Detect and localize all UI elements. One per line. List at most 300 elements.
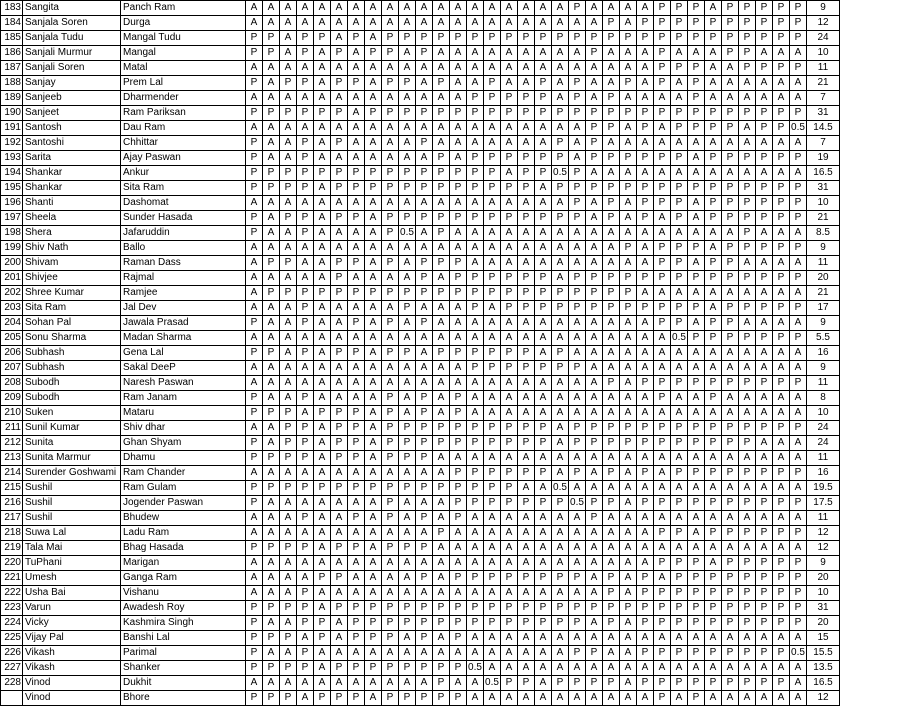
attendance-cell: P (450, 661, 467, 676)
table-row (1, 526, 840, 541)
attendance-cell: P (790, 496, 807, 511)
attendance-cell: P (688, 691, 705, 706)
attendance-cell: A (637, 481, 654, 496)
attendance-cell: P (790, 586, 807, 601)
attendance-cell: A (705, 226, 722, 241)
attendance-cell: A (773, 406, 790, 421)
serial-number-cell: 223 (1, 601, 23, 616)
student-name-cell: Sushil (23, 481, 121, 496)
attendance-cell: A (399, 586, 416, 601)
attendance-cell: P (280, 541, 297, 556)
attendance-cell: P (467, 271, 484, 286)
attendance-cell: A (688, 286, 705, 301)
attendance-cell: A (263, 556, 280, 571)
attendance-cell: P (620, 421, 637, 436)
attendance-cell: A (246, 1, 263, 16)
attendance-cell: P (586, 286, 603, 301)
attendance-cell: P (552, 151, 569, 166)
attendance-cell: P (331, 481, 348, 496)
parent-name-cell: Sakal DeeP (121, 361, 246, 376)
attendance-cell: A (263, 436, 280, 451)
total-days-cell: 12 (807, 526, 840, 541)
parent-name-cell: Jal Dev (121, 301, 246, 316)
attendance-cell: A (518, 46, 535, 61)
serial-number-cell: 222 (1, 586, 23, 601)
attendance-cell: P (365, 631, 382, 646)
attendance-cell: A (484, 376, 501, 391)
attendance-cell: A (688, 256, 705, 271)
attendance-cell: P (382, 106, 399, 121)
parent-name-cell: Chhittar (121, 136, 246, 151)
serial-number-cell: 188 (1, 76, 23, 91)
attendance-cell: A (365, 76, 382, 91)
parent-name-cell: Dashomat (121, 196, 246, 211)
total-days-cell: 15.5 (807, 646, 840, 661)
attendance-cell: P (297, 151, 314, 166)
attendance-cell: A (756, 46, 773, 61)
attendance-cell: A (722, 361, 739, 376)
attendance-cell: A (484, 196, 501, 211)
attendance-cell: A (756, 481, 773, 496)
attendance-cell: A (263, 511, 280, 526)
attendance-cell: A (552, 241, 569, 256)
attendance-cell: P (416, 271, 433, 286)
attendance-cell: P (280, 436, 297, 451)
attendance-cell: A (399, 136, 416, 151)
attendance-cell: A (688, 346, 705, 361)
attendance-cell: A (416, 151, 433, 166)
attendance-cell: P (535, 361, 552, 376)
attendance-cell: A (552, 421, 569, 436)
attendance-cell: P (603, 106, 620, 121)
attendance-cell: P (416, 421, 433, 436)
attendance-cell: P (382, 46, 399, 61)
attendance-cell: P (399, 166, 416, 181)
student-name-cell: Santosh (23, 121, 121, 136)
total-days-cell: 31 (807, 601, 840, 616)
attendance-cell: P (246, 151, 263, 166)
total-days-cell: 10 (807, 46, 840, 61)
table-row (1, 631, 840, 646)
student-name-cell: Sonu Sharma (23, 331, 121, 346)
attendance-cell: A (620, 406, 637, 421)
attendance-cell: P (263, 286, 280, 301)
attendance-cell: A (535, 556, 552, 571)
attendance-cell: A (331, 196, 348, 211)
attendance-cell: A (467, 511, 484, 526)
attendance-cell: A (637, 331, 654, 346)
serial-number-cell: 213 (1, 451, 23, 466)
attendance-cell: A (467, 376, 484, 391)
attendance-cell: A (518, 121, 535, 136)
attendance-cell: A (773, 691, 790, 706)
attendance-cell: P (654, 16, 671, 31)
total-days-cell: 16 (807, 466, 840, 481)
attendance-cell: A (535, 661, 552, 676)
attendance-cell: A (637, 91, 654, 106)
attendance-cell: A (399, 526, 416, 541)
attendance-cell: A (246, 571, 263, 586)
table-row (1, 91, 840, 106)
attendance-cell: P (535, 271, 552, 286)
attendance-cell: A (484, 16, 501, 31)
attendance-cell: A (637, 166, 654, 181)
attendance-cell: A (399, 571, 416, 586)
attendance-cell: P (773, 271, 790, 286)
attendance-cell: P (331, 346, 348, 361)
attendance-cell: P (348, 691, 365, 706)
attendance-cell: A (280, 346, 297, 361)
attendance-cell: A (382, 571, 399, 586)
attendance-cell: P (620, 76, 637, 91)
table-row (1, 346, 840, 361)
attendance-cell: P (671, 316, 688, 331)
table-row (1, 451, 840, 466)
attendance-cell: A (739, 76, 756, 91)
attendance-cell: A (756, 511, 773, 526)
attendance-cell: P (603, 151, 620, 166)
attendance-cell: P (382, 691, 399, 706)
serial-number-cell: 194 (1, 166, 23, 181)
attendance-cell: P (280, 76, 297, 91)
attendance-cell: P (365, 601, 382, 616)
attendance-cell: A (365, 361, 382, 376)
parent-name-cell: Shanker (121, 661, 246, 676)
parent-name-cell: Awadesh Roy (121, 601, 246, 616)
attendance-cell: A (433, 631, 450, 646)
attendance-cell: P (654, 241, 671, 256)
attendance-cell: A (501, 76, 518, 91)
attendance-cell: A (365, 256, 382, 271)
attendance-cell: P (331, 211, 348, 226)
attendance-cell: A (382, 61, 399, 76)
attendance-cell: A (433, 646, 450, 661)
attendance-cell: A (586, 211, 603, 226)
attendance-cell: P (484, 436, 501, 451)
attendance-cell: P (705, 271, 722, 286)
attendance-cell: P (705, 331, 722, 346)
attendance-cell: A (263, 571, 280, 586)
attendance-cell: A (416, 121, 433, 136)
attendance-cell: A (416, 346, 433, 361)
attendance-cell: A (569, 136, 586, 151)
attendance-cell: A (501, 61, 518, 76)
attendance-cell: A (569, 631, 586, 646)
attendance-cell: A (297, 631, 314, 646)
attendance-cell: P (705, 421, 722, 436)
table-row (1, 166, 840, 181)
attendance-cell: P (722, 271, 739, 286)
attendance-cell: A (552, 376, 569, 391)
attendance-cell: A (280, 361, 297, 376)
attendance-cell: A (552, 406, 569, 421)
attendance-cell: A (348, 1, 365, 16)
attendance-cell: A (637, 226, 654, 241)
attendance-cell: A (484, 691, 501, 706)
student-name-cell: Tala Mai (23, 541, 121, 556)
attendance-cell: P (569, 106, 586, 121)
attendance-cell: A (620, 256, 637, 271)
attendance-cell: A (433, 556, 450, 571)
attendance-cell: A (246, 586, 263, 601)
attendance-cell: P (688, 646, 705, 661)
attendance-cell: P (620, 286, 637, 301)
attendance-cell: P (518, 466, 535, 481)
attendance-cell: P (637, 466, 654, 481)
attendance-cell: 0.5 (552, 481, 569, 496)
parent-name-cell: Sita Ram (121, 181, 246, 196)
total-days-cell: 24 (807, 436, 840, 451)
serial-number-cell: 198 (1, 226, 23, 241)
attendance-cell: A (773, 316, 790, 331)
attendance-cell: P (552, 676, 569, 691)
parent-name-cell: Naresh Paswan (121, 376, 246, 391)
attendance-cell: A (314, 661, 331, 676)
attendance-cell: P (790, 241, 807, 256)
attendance-cell: A (569, 406, 586, 421)
attendance-cell: P (756, 646, 773, 661)
attendance-cell: A (348, 106, 365, 121)
attendance-cell: P (535, 571, 552, 586)
attendance-cell: P (297, 481, 314, 496)
attendance-cell: P (637, 376, 654, 391)
attendance-cell: A (263, 61, 280, 76)
attendance-cell: A (467, 691, 484, 706)
attendance-cell: A (382, 91, 399, 106)
attendance-cell: A (790, 691, 807, 706)
attendance-cell: A (280, 616, 297, 631)
attendance-cell: P (246, 646, 263, 661)
attendance-cell: P (688, 31, 705, 46)
attendance-cell: A (705, 691, 722, 706)
attendance-cell: A (705, 301, 722, 316)
table-row (1, 481, 840, 496)
attendance-cell: P (620, 436, 637, 451)
attendance-cell: P (263, 166, 280, 181)
attendance-cell: A (450, 121, 467, 136)
attendance-cell: P (280, 481, 297, 496)
attendance-cell: P (297, 46, 314, 61)
attendance-cell: A (603, 361, 620, 376)
attendance-cell: P (331, 106, 348, 121)
attendance-cell: P (705, 256, 722, 271)
attendance-cell: P (552, 31, 569, 46)
attendance-cell: P (739, 151, 756, 166)
attendance-cell: A (535, 181, 552, 196)
student-name-cell: Sanjay (23, 76, 121, 91)
attendance-cell: P (433, 181, 450, 196)
attendance-cell: A (671, 136, 688, 151)
attendance-cell: P (348, 421, 365, 436)
attendance-cell: P (246, 226, 263, 241)
attendance-cell: A (246, 301, 263, 316)
attendance-cell: A (416, 301, 433, 316)
attendance-cell: A (399, 256, 416, 271)
attendance-cell: A (603, 646, 620, 661)
attendance-cell: A (620, 466, 637, 481)
attendance-cell: A (263, 16, 280, 31)
attendance-cell: P (450, 481, 467, 496)
attendance-cell: P (246, 496, 263, 511)
attendance-cell: P (552, 106, 569, 121)
attendance-cell: A (688, 406, 705, 421)
attendance-cell: A (739, 691, 756, 706)
attendance-cell: P (416, 316, 433, 331)
attendance-cell: A (365, 136, 382, 151)
attendance-cell: A (433, 16, 450, 31)
attendance-cell: P (399, 601, 416, 616)
attendance-cell: P (382, 616, 399, 631)
attendance-cell: P (739, 271, 756, 286)
total-days-cell: 17.5 (807, 496, 840, 511)
attendance-cell: P (722, 31, 739, 46)
attendance-cell: P (331, 181, 348, 196)
attendance-cell: A (450, 46, 467, 61)
attendance-cell: P (501, 31, 518, 46)
attendance-cell: P (297, 346, 314, 361)
attendance-cell: A (348, 676, 365, 691)
attendance-cell: A (280, 91, 297, 106)
student-name-cell: Sheela (23, 211, 121, 226)
attendance-cell: A (297, 16, 314, 31)
attendance-cell: A (331, 121, 348, 136)
attendance-cell: P (399, 31, 416, 46)
attendance-cell: A (450, 1, 467, 16)
attendance-cell: A (297, 91, 314, 106)
attendance-cell: P (790, 61, 807, 76)
attendance-cell: P (297, 136, 314, 151)
attendance-cell: A (433, 241, 450, 256)
attendance-cell: A (569, 511, 586, 526)
attendance-cell: A (586, 61, 603, 76)
attendance-cell: A (620, 61, 637, 76)
attendance-cell: 0.5 (790, 121, 807, 136)
serial-number-cell: 192 (1, 136, 23, 151)
attendance-cell: A (518, 451, 535, 466)
attendance-cell: A (535, 16, 552, 31)
attendance-cell: A (790, 661, 807, 676)
attendance-cell: P (314, 571, 331, 586)
attendance-cell: P (399, 616, 416, 631)
attendance-cell: A (297, 376, 314, 391)
attendance-cell: A (637, 241, 654, 256)
parent-name-cell: Jafaruddin (121, 226, 246, 241)
attendance-cell: A (569, 316, 586, 331)
attendance-cell: A (756, 361, 773, 376)
attendance-cell: P (569, 181, 586, 196)
attendance-cell: P (569, 676, 586, 691)
attendance-cell: A (586, 91, 603, 106)
attendance-cell: A (654, 361, 671, 376)
attendance-cell: A (501, 136, 518, 151)
attendance-cell: P (637, 421, 654, 436)
attendance-cell: A (518, 16, 535, 31)
total-days-cell: 12 (807, 541, 840, 556)
attendance-cell: A (569, 226, 586, 241)
attendance-cell: A (756, 631, 773, 646)
student-name-cell: Sanjali Murmur (23, 46, 121, 61)
attendance-cell: A (739, 451, 756, 466)
attendance-cell: P (518, 166, 535, 181)
attendance-cell: P (620, 151, 637, 166)
attendance-cell: A (773, 226, 790, 241)
attendance-cell: P (603, 496, 620, 511)
attendance-cell: P (654, 616, 671, 631)
attendance-cell: P (603, 616, 620, 631)
attendance-cell: P (518, 361, 535, 376)
attendance-cell: A (569, 391, 586, 406)
attendance-cell: A (467, 61, 484, 76)
attendance-cell: P (467, 166, 484, 181)
attendance-cell: A (569, 331, 586, 346)
attendance-cell: P (399, 106, 416, 121)
student-name-cell: Shivam (23, 256, 121, 271)
attendance-cell: P (790, 31, 807, 46)
attendance-cell: P (382, 226, 399, 241)
attendance-cell: P (433, 421, 450, 436)
attendance-cell: P (790, 376, 807, 391)
student-name-cell: Usha Bai (23, 586, 121, 601)
attendance-cell: P (518, 211, 535, 226)
attendance-cell: A (722, 346, 739, 361)
attendance-cell: A (603, 241, 620, 256)
attendance-cell: P (569, 1, 586, 16)
attendance-cell: 0.5 (552, 166, 569, 181)
attendance-cell: P (586, 121, 603, 136)
attendance-cell: P (773, 526, 790, 541)
attendance-cell: P (348, 661, 365, 676)
attendance-cell: A (365, 406, 382, 421)
attendance-cell: P (246, 76, 263, 91)
attendance-cell: A (314, 376, 331, 391)
attendance-cell: A (552, 256, 569, 271)
attendance-cell: A (552, 646, 569, 661)
attendance-cell: A (399, 91, 416, 106)
attendance-cell: P (586, 301, 603, 316)
attendance-cell: P (467, 31, 484, 46)
attendance-cell: A (671, 391, 688, 406)
attendance-cell: A (501, 556, 518, 571)
attendance-cell: P (450, 571, 467, 586)
attendance-cell: P (501, 301, 518, 316)
attendance-cell: A (535, 196, 552, 211)
attendance-cell: A (331, 466, 348, 481)
attendance-cell: P (603, 181, 620, 196)
attendance-cell: A (654, 121, 671, 136)
attendance-cell: P (518, 346, 535, 361)
attendance-cell: P (739, 46, 756, 61)
attendance-cell: A (705, 166, 722, 181)
attendance-cell: A (246, 421, 263, 436)
attendance-cell: A (790, 226, 807, 241)
attendance-cell: A (263, 241, 280, 256)
attendance-cell: P (654, 376, 671, 391)
attendance-cell: A (280, 676, 297, 691)
attendance-cell: P (416, 601, 433, 616)
attendance-cell: P (348, 616, 365, 631)
serial-number-cell: 196 (1, 196, 23, 211)
attendance-cell: P (586, 46, 603, 61)
attendance-cell: A (790, 436, 807, 451)
attendance-cell: P (450, 31, 467, 46)
attendance-cell: A (331, 241, 348, 256)
attendance-cell: A (348, 271, 365, 286)
attendance-cell: A (790, 91, 807, 106)
attendance-cell: A (603, 691, 620, 706)
attendance-cell: P (569, 421, 586, 436)
attendance-cell: A (790, 361, 807, 376)
serial-number-cell: 197 (1, 211, 23, 226)
